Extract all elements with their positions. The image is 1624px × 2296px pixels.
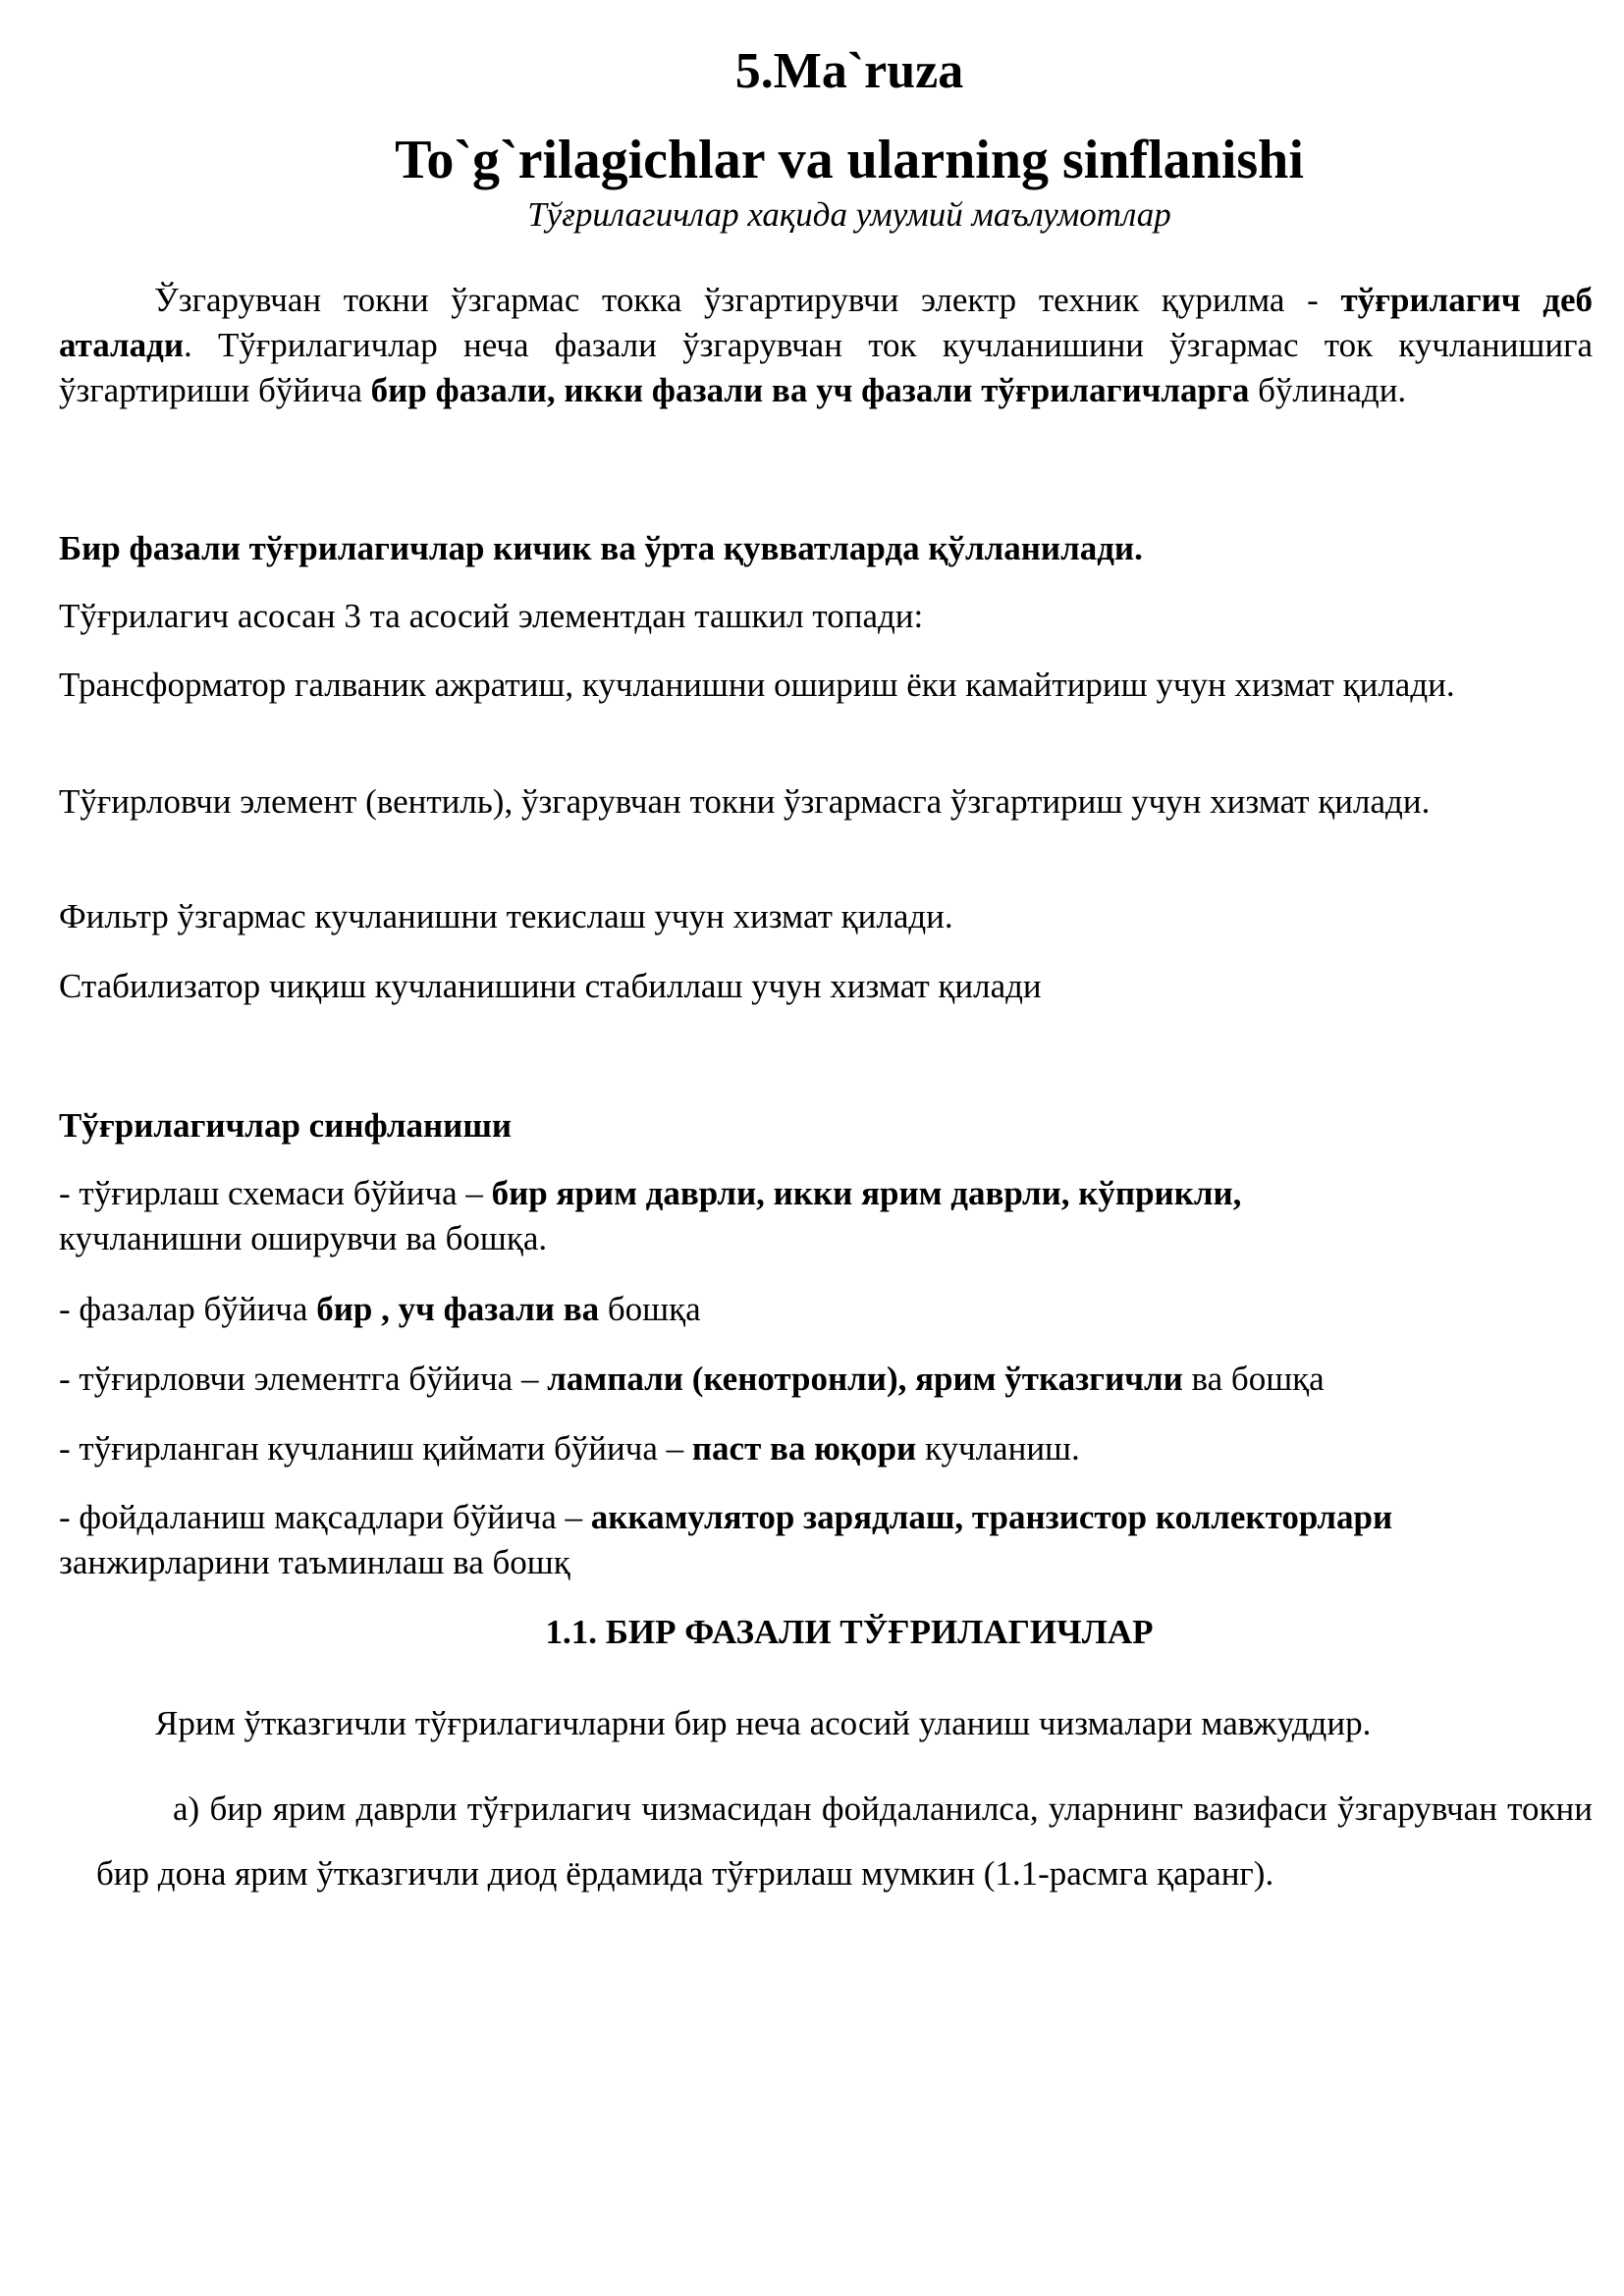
section-paragraph-2: а) бир ярим даврли тўғрилагич чизмасидан фойдаланилса, уларнинг вазифаси ўзгарувчан токни бир дона ярим ўтказгичли диод ёрдамида тўғрилаш мумкин (1.1-расмга қаранг).: [96, 1789, 1593, 1893]
intro-phase-types: бир фазали, икки фазали ва уч фазали тўғрилагичларга: [370, 371, 1250, 409]
lecture-number: 5.Ma`ruza: [734, 43, 964, 99]
elements-intro: Тўғрилагич асосан 3 та асосий элементдан ташкил топади:: [59, 597, 924, 635]
classification-scheme-rest: кучланишни оширувчи ва бошқа.: [59, 1219, 548, 1257]
classification-item-voltage: [59, 1426, 1593, 1471]
intro-text-1: Ўзгарувчан токни ўзгармас токка ўзгартирувчи электр техник қурилма -: [154, 281, 1341, 319]
single-phase-heading: Бир фазали тўғрилагичлар кичик ва ўрта қувватларда қўлланилади.: [59, 529, 1143, 567]
classification-voltage-label: - тўғирланган кучланиш қиймати бўйича –: [59, 1429, 692, 1468]
classification-purpose-label: - фойдаланиш мақсадлари бўйича –: [59, 1498, 591, 1536]
intro-text-2: . Тўғрилагичлар неча фазали ўзгарувчан ток кучланишини ўзгармас ток кучланишига ўзгартириши бўйича: [59, 326, 1593, 409]
classification-phases-rest: бошқа: [599, 1290, 701, 1328]
classification-scheme-types: бир ярим даврли, икки ярим даврли, кўприкли,: [491, 1174, 1242, 1212]
classification-item-element: [59, 1357, 1593, 1402]
section-heading: 1.1. БИР ФАЗАЛИ ТЎҒРИЛАГИЧЛАР: [545, 1613, 1154, 1651]
classification-item-scheme: [59, 1171, 1593, 1261]
intro-paragraph: [59, 278, 1593, 413]
element-rectifier: Тўғирловчи элемент (вентиль), ўзгарувчан токни ўзгармасга ўзгартириш учун хизмат қилади.: [59, 782, 1431, 821]
classification-scheme-label: - тўғирлаш схемаси бўйича –: [59, 1174, 492, 1212]
classification-purpose-rest: занжирларини таъминлаш ва бошқ: [59, 1543, 570, 1581]
classification-element-rest: ва бошқа: [1182, 1360, 1325, 1398]
classification-phases-types: бир , уч фазали ва: [316, 1290, 600, 1328]
page-subtitle: Тўғрилагичлар хақида умумий маълумотлар: [527, 195, 1171, 234]
intro-term: тўғрилагич деб аталади: [59, 281, 1593, 364]
element-filter: Фильтр ўзгармас кучланишни текислаш учун хизмат қилади.: [59, 897, 953, 935]
element-transformer: Трансформатор галваник ажратиш, кучланишни ошириш ёки камайтириш учун хизмат қилади.: [59, 666, 1455, 704]
classification-voltage-types: паст ва юқори: [691, 1429, 917, 1468]
classification-item-purpose: [59, 1495, 1593, 1585]
classification-element-label: - тўғирловчи элементга бўйича –: [59, 1360, 548, 1398]
classification-element-types: лампали (кенотронли), ярим ўтказгичли: [547, 1360, 1183, 1398]
classification-item-phases: [59, 1287, 1593, 1332]
classification-heading: Тўғрилагичлар синфланиши: [59, 1106, 513, 1145]
classification-phases-label: - фазалар бўйича: [59, 1290, 317, 1328]
classification-purpose-types: аккамулятор зарядлаш, транзистор коллекторлари: [590, 1498, 1393, 1536]
intro-text-3: бўлинади.: [1249, 371, 1407, 409]
classification-voltage-rest: кучланиш.: [916, 1429, 1080, 1468]
page-title: To`g`rilagichlar va ularning sinflanishi: [395, 130, 1304, 190]
element-stabilizer: Стабилизатор чиқиш кучланишини стабиллаш учун хизмат қилади: [59, 967, 1042, 1005]
section-paragraph-1: Ярим ўтказгичли тўғрилагичларни бир неча асосий уланиш чизмалари мавжуддир.: [155, 1704, 1372, 1742]
